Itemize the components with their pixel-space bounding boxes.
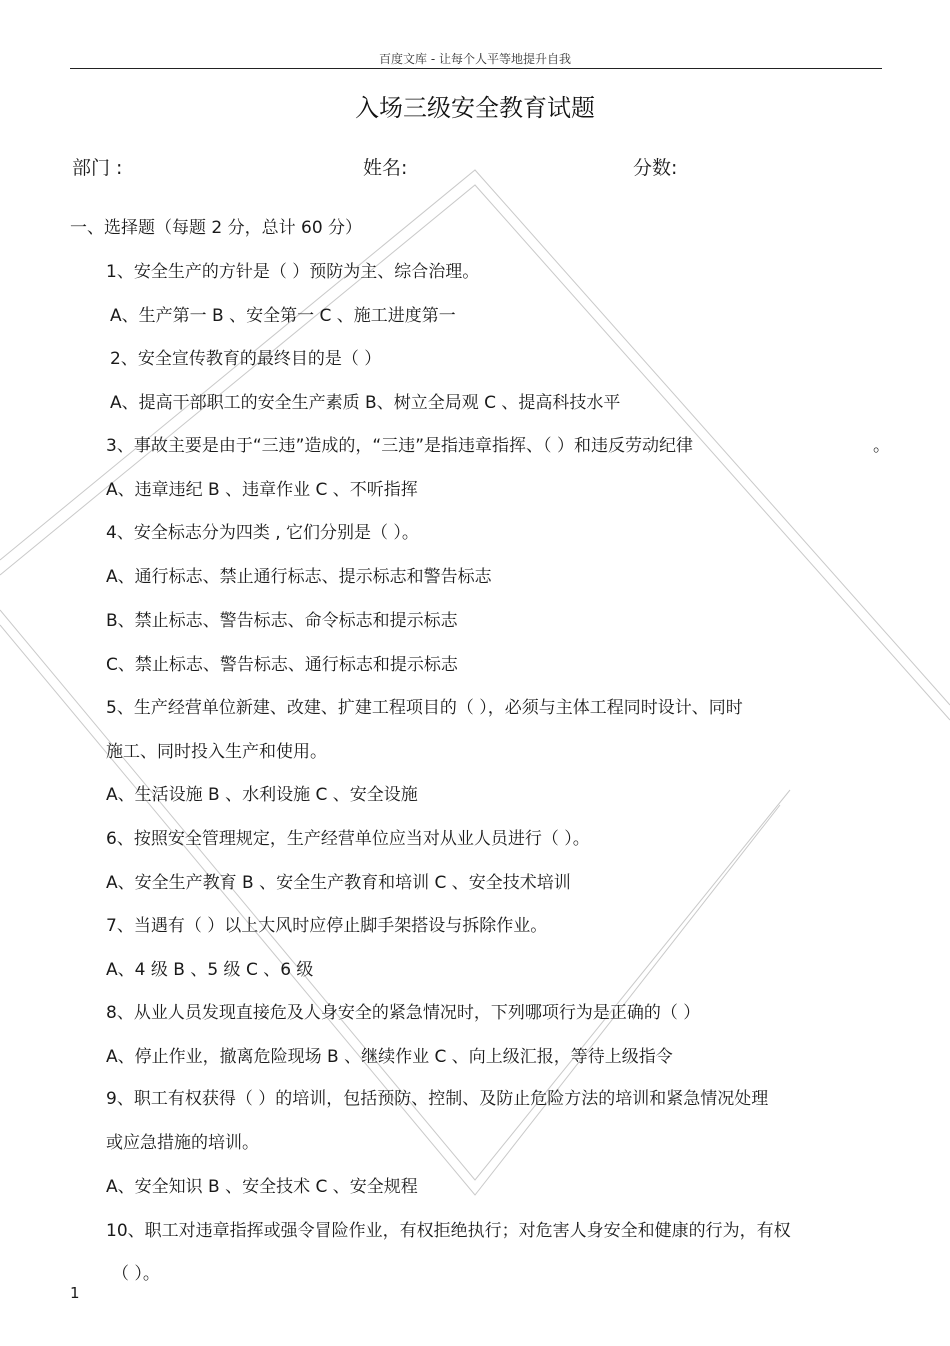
question-6: 6、按照安全管理规定，生产经营单位应当对从业人员进行（ ）。 bbox=[106, 829, 590, 849]
question-8: 8、从业人员发现直接危及人身安全的紧急情况时，下列哪项行为是正确的（ ） bbox=[106, 1003, 701, 1023]
question-9: 9、职工有权获得（ ）的培训，包括预防、控制、及防止危险方法的培训和紧急情况处理 bbox=[106, 1089, 769, 1109]
question-3: 3、事故主要是由于“三违”造成的，“三违”是指违章指挥、（ ）和违反劳动纪律 bbox=[106, 436, 693, 456]
options-5: A、生活设施 B 、水利设施 C 、安全设施 bbox=[106, 785, 418, 805]
section-heading: 一、选择题（每题 2 分，总计 60 分） bbox=[70, 218, 363, 238]
question-9-cont: 或应急措施的培训。 bbox=[106, 1133, 259, 1153]
page-title: 入场三级安全教育试题 bbox=[355, 94, 595, 122]
department-label: 部门 : bbox=[72, 157, 123, 179]
question-10-cont: （ ）。 bbox=[112, 1264, 160, 1284]
score-label: 分数: bbox=[633, 157, 678, 179]
header-rule bbox=[70, 68, 882, 69]
options-9: A、安全知识 B 、安全技术 C 、安全规程 bbox=[106, 1177, 418, 1197]
option-4b: B、禁止标志、警告标志、命令标志和提示标志 bbox=[106, 611, 458, 631]
options-7: A、4 级 B 、5 级 C 、6 级 bbox=[106, 960, 314, 980]
question-2: 2、安全宣传教育的最终目的是（ ） bbox=[110, 349, 382, 369]
options-1: A、生产第一 B 、安全第一 C 、施工进度第一 bbox=[110, 306, 456, 326]
options-2: A、提高干部职工的安全生产素质 B、树立全局观 C 、提高科技水平 bbox=[110, 393, 621, 413]
options-6: A、安全生产教育 B 、安全生产教育和培训 C 、安全技术培训 bbox=[106, 873, 571, 893]
options-3: A、违章违纪 B 、违章作业 C 、不听指挥 bbox=[106, 480, 418, 500]
question-3-end-mark: 。 bbox=[873, 436, 890, 456]
page-number: 1 bbox=[70, 1284, 80, 1302]
question-4: 4、安全标志分为四类 , 它们分别是（ ）。 bbox=[106, 523, 419, 543]
option-4c: C、禁止标志、警告标志、通行标志和提示标志 bbox=[106, 655, 458, 675]
options-8: A、停止作业，撤离危险现场 B 、继续作业 C 、向上级汇报，等待上级指令 bbox=[106, 1047, 673, 1067]
question-10: 10、职工对违章指挥或强令冒险作业，有权拒绝执行；对危害人身安全和健康的行为，有权 bbox=[106, 1221, 791, 1241]
question-5-cont: 施工、同时投入生产和使用。 bbox=[106, 742, 327, 762]
question-7: 7、当遇有（ ）以上大风时应停止脚手架搭设与拆除作业。 bbox=[106, 916, 548, 936]
question-5: 5、生产经营单位新建、改建、扩建工程项目的（ ），必须与主体工程同时设计、同时 bbox=[106, 698, 743, 718]
option-4a: A、通行标志、禁止通行标志、提示标志和警告标志 bbox=[106, 567, 492, 587]
name-label: 姓名: bbox=[363, 157, 408, 179]
question-1: 1、安全生产的方针是（ ）预防为主、综合治理。 bbox=[106, 262, 480, 282]
page-header: 百度文库 - 让每个人平等地提升自我 bbox=[379, 52, 571, 66]
